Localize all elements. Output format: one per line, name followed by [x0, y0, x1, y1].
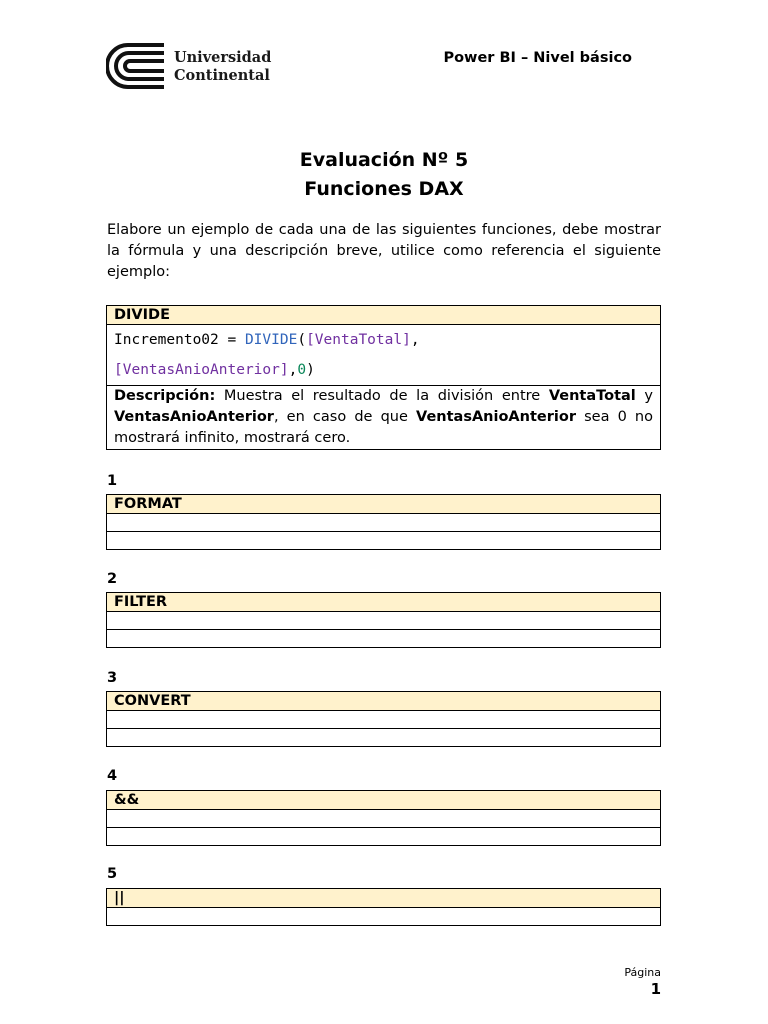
formula-comma2: , [288, 362, 298, 378]
description-text-4: sea 0 no mostrará infinito, mostrará cero. [114, 409, 653, 446]
example-formula [107, 325, 661, 386]
page-header [106, 42, 662, 92]
page-label: Página [624, 966, 661, 979]
item-1-table [106, 494, 661, 550]
item-5-table [106, 888, 661, 926]
university-name-line1: Universidad [174, 49, 272, 66]
item-1-number: 1 [107, 473, 118, 489]
item-3-header: CONVERT [107, 692, 661, 711]
item-3-description-cell[interactable] [107, 729, 661, 747]
page-number: 1 [650, 980, 661, 998]
item-2-formula-cell[interactable] [107, 612, 661, 630]
item-5-header: || [107, 889, 661, 908]
item-2-number: 2 [107, 571, 118, 587]
formula-close-paren: ) [306, 362, 315, 378]
formula-arg1: [VentaTotal] [306, 332, 411, 348]
item-1-formula-cell[interactable] [107, 514, 661, 532]
university-name [174, 49, 271, 85]
item-2-table [106, 592, 661, 648]
university-name-line2: Continental [174, 67, 270, 84]
university-logo [106, 42, 276, 92]
formula-function: DIVIDE [244, 332, 298, 348]
formula-arg3: 0 [297, 362, 307, 378]
example-table [106, 305, 661, 450]
item-1-description-cell[interactable] [107, 532, 661, 550]
formula-arg2: [VentasAnioAnterior] [114, 362, 289, 378]
formula-comma1: , [410, 332, 420, 348]
item-2-description-cell[interactable] [107, 630, 661, 648]
item-4-table [106, 790, 661, 846]
description-bold-2: VentasAnioAnterior [114, 409, 274, 425]
item-1-header: FORMAT [107, 495, 661, 514]
description-bold-1: VentaTotal [548, 388, 636, 404]
course-title: Power BI – Nivel básico [443, 50, 632, 66]
formula-open-paren: ( [297, 332, 307, 348]
document-title [0, 146, 768, 204]
item-4-number: 4 [107, 768, 118, 784]
formula-measure: Incremento02 = [114, 332, 245, 348]
item-4-description-cell[interactable] [107, 828, 661, 846]
item-5-formula-cell[interactable] [107, 908, 661, 926]
description-text-2: y [635, 388, 653, 404]
instructions-paragraph: Elabore un ejemplo de cada una de las siguientes funciones, debe mostrar la fórmula y una descripción breve, utilice como referencia el siguiente ejemplo: [107, 222, 661, 280]
evaluation-subtitle: Funciones DAX [304, 178, 464, 200]
description-text-3: , en caso de que [273, 409, 417, 425]
item-2-header: FILTER [107, 593, 661, 612]
item-3-formula-cell[interactable] [107, 711, 661, 729]
description-text-1: Muestra el resultado de la división entre [215, 388, 549, 404]
university-logo-icon [106, 42, 166, 90]
item-3-number: 3 [107, 670, 118, 686]
evaluation-title: Evaluación Nº 5 [299, 149, 469, 171]
item-4-formula-cell[interactable] [107, 810, 661, 828]
description-bold-3: VentasAnioAnterior [416, 409, 576, 425]
description-label: Descripción: [114, 388, 216, 404]
item-4-header: && [107, 791, 661, 810]
item-5-number: 5 [107, 866, 118, 882]
example-description [107, 386, 661, 450]
example-header: DIVIDE [107, 306, 661, 325]
item-3-table [106, 691, 661, 747]
